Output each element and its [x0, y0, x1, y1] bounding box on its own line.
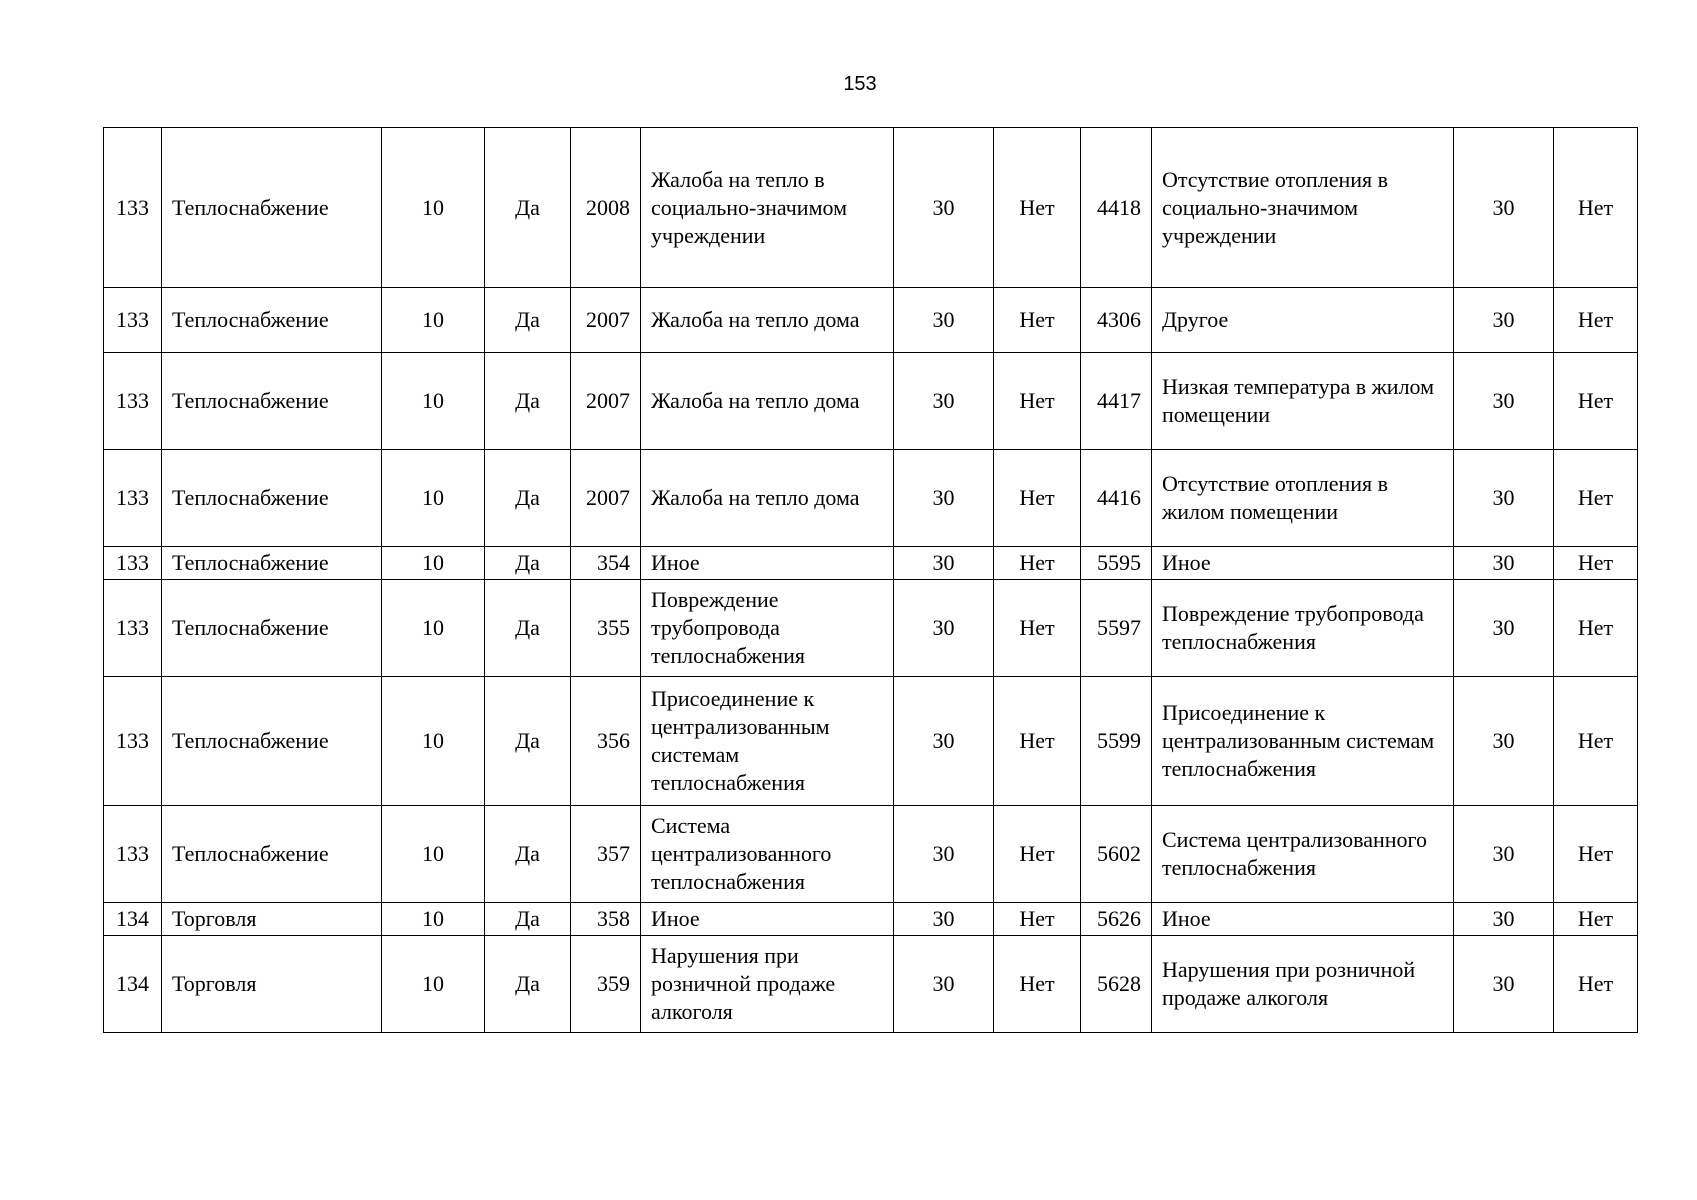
cell-topic: Жалоба на тепло дома: [641, 353, 894, 450]
cell-id: 134: [104, 903, 162, 936]
cell-flag: Нет: [994, 547, 1081, 580]
cell-days: 10: [382, 936, 485, 1033]
cell-flag: Нет: [1554, 903, 1638, 936]
table-row: [104, 903, 1638, 936]
cell-flag: Да: [485, 936, 571, 1033]
cell-code: 4306: [1081, 288, 1152, 353]
cell-flag: Да: [485, 288, 571, 353]
cell-days: 30: [894, 128, 994, 288]
classifier-table: [103, 127, 1638, 1033]
table-row: [104, 288, 1638, 353]
cell-days: 10: [382, 128, 485, 288]
cell-id: 133: [104, 288, 162, 353]
cell-flag: Да: [485, 128, 571, 288]
cell-days: 30: [1454, 547, 1554, 580]
cell-flag: Нет: [994, 353, 1081, 450]
table-row: [104, 128, 1638, 288]
cell-code: 356: [571, 677, 641, 806]
cell-id: 133: [104, 580, 162, 677]
cell-flag: Нет: [994, 677, 1081, 806]
cell-flag: Нет: [1554, 288, 1638, 353]
cell-code: 5599: [1081, 677, 1152, 806]
cell-days: 30: [894, 547, 994, 580]
cell-code: 357: [571, 806, 641, 903]
cell-flag: Да: [485, 677, 571, 806]
cell-flag: Нет: [1554, 128, 1638, 288]
cell-flag: Нет: [1554, 806, 1638, 903]
cell-category: Теплоснабжение: [162, 288, 382, 353]
cell-subtopic: Присоединение к централизованным системам теплоснабжения: [1152, 677, 1454, 806]
cell-code: 2008: [571, 128, 641, 288]
cell-code: 358: [571, 903, 641, 936]
cell-category: Теплоснабжение: [162, 353, 382, 450]
cell-subtopic: Низкая температура в жилом помещении: [1152, 353, 1454, 450]
cell-code: 5595: [1081, 547, 1152, 580]
cell-code: 2007: [571, 450, 641, 547]
cell-flag: Нет: [1554, 450, 1638, 547]
cell-flag: Нет: [1554, 580, 1638, 677]
cell-topic: Жалоба на тепло дома: [641, 450, 894, 547]
cell-days: 30: [1454, 806, 1554, 903]
cell-days: 10: [382, 547, 485, 580]
cell-flag: Нет: [994, 580, 1081, 677]
cell-code: 5628: [1081, 936, 1152, 1033]
table-row: [104, 353, 1638, 450]
cell-flag: Да: [485, 450, 571, 547]
cell-code: 4416: [1081, 450, 1152, 547]
cell-flag: Нет: [1554, 353, 1638, 450]
cell-flag: Нет: [994, 936, 1081, 1033]
cell-days: 10: [382, 353, 485, 450]
table-row: [104, 450, 1638, 547]
cell-days: 10: [382, 450, 485, 547]
cell-flag: Нет: [994, 128, 1081, 288]
cell-days: 10: [382, 903, 485, 936]
cell-code: 355: [571, 580, 641, 677]
cell-topic: Повреждение трубопровода теплоснабжения: [641, 580, 894, 677]
cell-subtopic: Отсутствие отопления в социально-значимом учреждении: [1152, 128, 1454, 288]
cell-category: Теплоснабжение: [162, 128, 382, 288]
cell-code: 2007: [571, 353, 641, 450]
cell-topic: Нарушения при розничной продаже алкоголя: [641, 936, 894, 1033]
cell-days: 30: [1454, 677, 1554, 806]
cell-days: 30: [1454, 580, 1554, 677]
cell-flag: Да: [485, 580, 571, 677]
cell-code: 5602: [1081, 806, 1152, 903]
table-row: [104, 806, 1638, 903]
cell-topic: Жалоба на тепло дома: [641, 288, 894, 353]
cell-id: 133: [104, 450, 162, 547]
cell-code: 5626: [1081, 903, 1152, 936]
cell-flag: Нет: [1554, 936, 1638, 1033]
cell-flag: Да: [485, 353, 571, 450]
cell-flag: Нет: [994, 903, 1081, 936]
cell-flag: Нет: [1554, 677, 1638, 806]
cell-subtopic: Отсутствие отопления в жилом помещении: [1152, 450, 1454, 547]
cell-days: 30: [894, 806, 994, 903]
cell-code: 5597: [1081, 580, 1152, 677]
cell-category: Торговля: [162, 903, 382, 936]
cell-days: 30: [1454, 353, 1554, 450]
cell-code: 2007: [571, 288, 641, 353]
table-row: [104, 580, 1638, 677]
cell-id: 133: [104, 128, 162, 288]
cell-category: Теплоснабжение: [162, 580, 382, 677]
cell-category: Теплоснабжение: [162, 450, 382, 547]
cell-flag: Нет: [994, 806, 1081, 903]
page-number: 153: [843, 73, 877, 95]
table-row: [104, 547, 1638, 580]
table-row: [104, 936, 1638, 1033]
cell-days: 30: [894, 903, 994, 936]
cell-category: Теплоснабжение: [162, 677, 382, 806]
cell-days: 30: [894, 288, 994, 353]
cell-flag: Нет: [994, 288, 1081, 353]
cell-category: Торговля: [162, 936, 382, 1033]
cell-days: 30: [1454, 128, 1554, 288]
cell-topic: Присоединение к централизованным системам теплоснабжения: [641, 677, 894, 806]
cell-days: 30: [1454, 288, 1554, 353]
cell-flag: Да: [485, 547, 571, 580]
cell-days: 30: [894, 450, 994, 547]
cell-code: 359: [571, 936, 641, 1033]
cell-days: 30: [894, 353, 994, 450]
cell-days: 10: [382, 580, 485, 677]
cell-flag: Да: [485, 903, 571, 936]
cell-code: 4418: [1081, 128, 1152, 288]
cell-id: 134: [104, 936, 162, 1033]
cell-days: 10: [382, 806, 485, 903]
cell-id: 133: [104, 547, 162, 580]
cell-subtopic: Нарушения при розничной продаже алкоголя: [1152, 936, 1454, 1033]
cell-code: 354: [571, 547, 641, 580]
cell-id: 133: [104, 677, 162, 806]
cell-topic: Иное: [641, 547, 894, 580]
table-row: [104, 677, 1638, 806]
cell-days: 30: [1454, 903, 1554, 936]
cell-topic: Иное: [641, 903, 894, 936]
cell-category: Теплоснабжение: [162, 806, 382, 903]
cell-flag: Нет: [994, 450, 1081, 547]
cell-subtopic: Система централизованного теплоснабжения: [1152, 806, 1454, 903]
cell-subtopic: Иное: [1152, 547, 1454, 580]
cell-id: 133: [104, 806, 162, 903]
cell-days: 30: [894, 580, 994, 677]
cell-days: 30: [894, 677, 994, 806]
cell-subtopic: Иное: [1152, 903, 1454, 936]
cell-topic: Жалоба на тепло в социально-значимом учреждении: [641, 128, 894, 288]
cell-id: 133: [104, 353, 162, 450]
cell-flag: Нет: [1554, 547, 1638, 580]
cell-days: 30: [1454, 936, 1554, 1033]
cell-days: 10: [382, 677, 485, 806]
cell-subtopic: Повреждение трубопровода теплоснабжения: [1152, 580, 1454, 677]
cell-code: 4417: [1081, 353, 1152, 450]
cell-days: 10: [382, 288, 485, 353]
cell-days: 30: [1454, 450, 1554, 547]
cell-topic: Система централизованного теплоснабжения: [641, 806, 894, 903]
cell-days: 30: [894, 936, 994, 1033]
cell-subtopic: Другое: [1152, 288, 1454, 353]
cell-flag: Да: [485, 806, 571, 903]
cell-category: Теплоснабжение: [162, 547, 382, 580]
